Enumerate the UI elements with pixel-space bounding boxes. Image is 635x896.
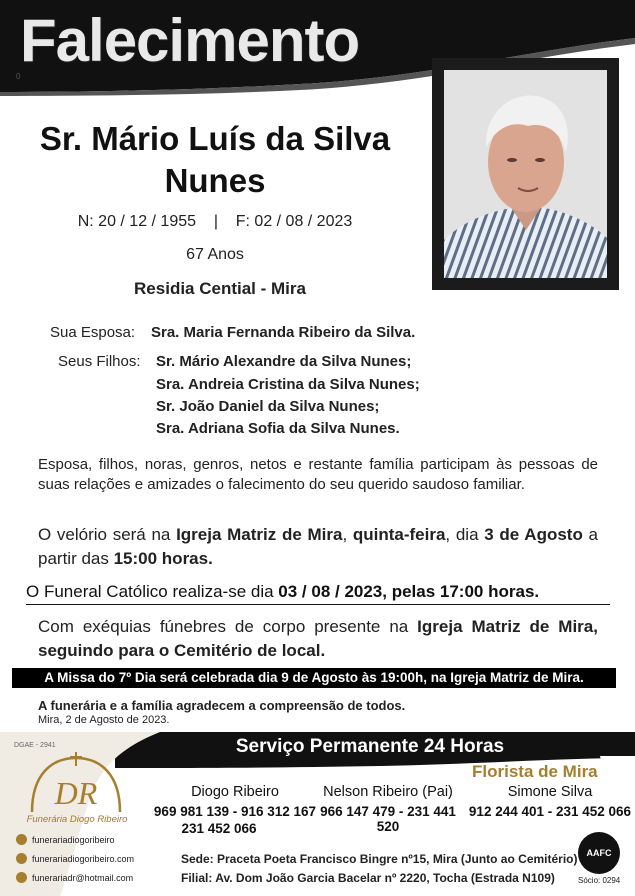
name-line-2: Nunes <box>164 162 266 199</box>
exequias-text <box>38 615 598 663</box>
contact-simone <box>466 784 634 819</box>
contact-name: Diogo Ribeiro <box>191 784 279 800</box>
contact-phones[interactable]: 912 244 401 - 231 452 066 <box>468 804 632 819</box>
wake-place: Igreja Matriz de Mira <box>176 525 343 544</box>
child-3: Sr. João Daniel da Silva Nunes; <box>156 398 380 415</box>
portrait-image <box>444 70 607 278</box>
wake-day: quinta-feira <box>352 525 446 544</box>
association-logo: AAFC <box>578 832 620 874</box>
child-1: Sr. Mário Alexandre da Silva Nunes; <box>156 353 412 370</box>
child-2: Sra. Andreia Cristina da Silva Nunes; <box>156 376 420 393</box>
death-date: F: 02 / 08 / 2023 <box>235 213 353 230</box>
spouse-label: Sua Esposa: <box>50 324 136 341</box>
contact-name: Simone Silva <box>507 784 593 800</box>
participation-text: Esposa, filhos, noras, genros, netos e restante família participam às pessoas de suas relações e amizades o falecimento do seu querido saudoso familiar. <box>38 456 598 493</box>
name-line-1: Sr. Mário Luís da Silva <box>39 120 391 157</box>
wake-time: 15:00 horas. <box>113 549 213 568</box>
place-date: Mira, 2 de Agosto de 2023. <box>38 714 170 726</box>
header-mark: 0 <box>16 72 21 81</box>
social-web[interactable] <box>16 853 134 864</box>
dgae-code: DGAE - 2941 <box>14 742 56 749</box>
logo-letters: DR <box>54 775 98 811</box>
dates-separator: | <box>213 213 218 230</box>
facebook-icon <box>16 834 27 845</box>
page-title: Falecimento <box>20 7 360 74</box>
deceased-name <box>10 118 420 202</box>
funeral-text <box>26 582 610 602</box>
contact-phones[interactable]: 966 147 479 - 231 441 520 <box>320 804 456 834</box>
dates-line <box>10 213 420 231</box>
social-text: funerariadr@hotmail.com <box>32 872 134 883</box>
social-facebook[interactable] <box>16 834 115 845</box>
email-icon <box>16 872 27 883</box>
wake-p4: a partir das <box>38 525 598 568</box>
contact-phones-2[interactable]: 231 452 066 <box>181 821 257 836</box>
spouse-name: Sra. Maria Fernanda Ribeiro da Silva. <box>151 324 416 341</box>
address-filial: Filial: Av. Dom João Garcia Bacelar nº 2220, Tocha (Estrada N109) <box>181 871 555 885</box>
funeral-date: 03 / 08 / 2023, pelas 17:00 horas. <box>278 582 540 601</box>
wake-text <box>38 523 598 571</box>
deceased-photo <box>432 58 619 290</box>
address-sede: Sede: Praceta Poeta Francisco Bingre nº15, Mira (Junto ao Cemitério) <box>181 852 578 866</box>
social-text: funerariadiogoribeiro.com <box>32 853 135 864</box>
social-email[interactable] <box>16 872 133 883</box>
web-icon <box>16 853 27 864</box>
logo-name: Funerária Diogo Ribeiro <box>26 814 128 825</box>
child-4: Sra. Adriana Sofia da Silva Nunes. <box>156 420 400 437</box>
funeral-home-logo <box>18 752 134 818</box>
birth-date: N: 20 / 12 / 1955 <box>77 213 197 230</box>
social-text: funerariadiogoribeiro <box>32 834 115 845</box>
wake-p2: , <box>342 525 353 544</box>
residence: Residia Cential - Mira <box>134 279 306 298</box>
exequias-p1: Com exéquias fúnebres de corpo presente na <box>38 617 418 636</box>
service-banner: Serviço Permanente 24 Horas <box>235 736 505 757</box>
florista-brand: Florista de Mira <box>472 762 598 781</box>
children-label: Seus Filhos: <box>58 353 141 370</box>
thanks-text: A funerária e a família agradecem a compreensão de todos. <box>38 698 406 713</box>
contact-phones[interactable]: 969 981 139 - 916 312 167 <box>153 804 317 819</box>
wake-p1: O velório será na <box>38 525 177 544</box>
funeral-underline <box>26 604 610 605</box>
contact-name: Nelson Ribeiro (Pai) <box>323 784 453 800</box>
wake-date: 3 de Agosto <box>484 525 583 544</box>
funeral-p1: O Funeral Católico realiza-se dia <box>26 582 279 601</box>
contact-nelson <box>308 784 468 834</box>
missa-banner: A Missa do 7º Dia será celebrada dia 9 de Agosto às 19:00h, na Igreja Matriz de Mira. <box>12 668 616 688</box>
member-number: Sócio: 0294 <box>578 876 621 885</box>
exequias-place: Igreja Matriz de Mira, seguindo para o Cemitério de local. <box>38 617 598 660</box>
contact-diogo <box>150 784 320 836</box>
wake-p3: , dia <box>445 525 485 544</box>
age: 67 Anos <box>186 246 244 263</box>
